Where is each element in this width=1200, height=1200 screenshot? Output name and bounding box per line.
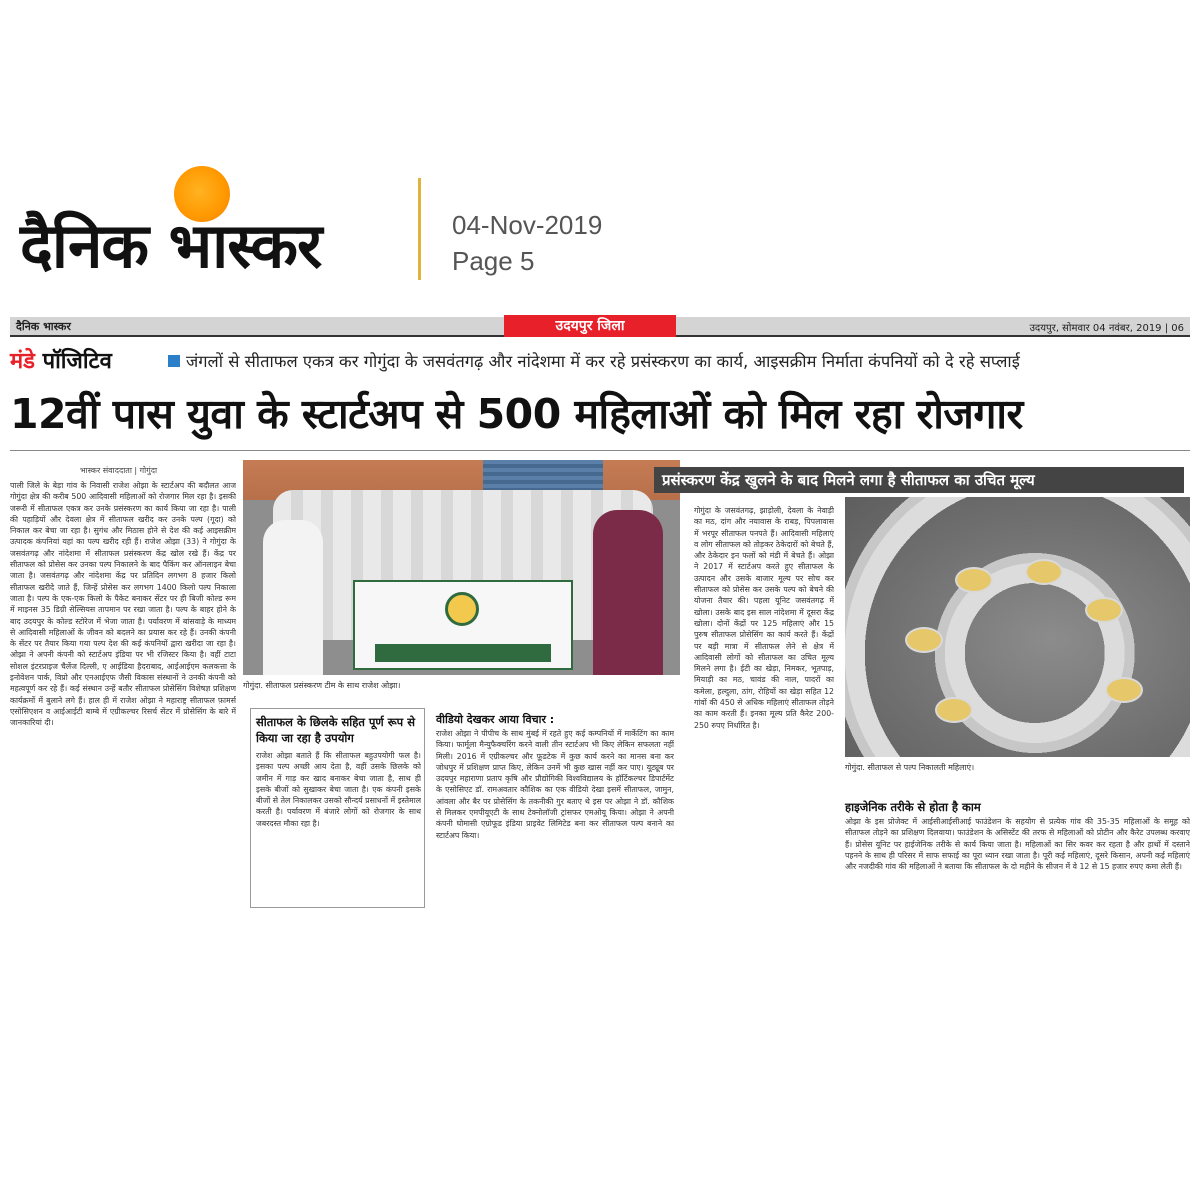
column-brand-red: मंडे bbox=[10, 349, 35, 374]
photo-workers bbox=[845, 497, 1190, 757]
bowl-icon bbox=[1105, 677, 1143, 703]
photo-banner bbox=[353, 580, 573, 670]
kicker-text: जंगलों से सीताफल एकत्र कर गोगुंदा के जसवंतगढ़ और नांदेशमा में कर रहे प्रसंस्करण का कार्य, आइसक्रीम निर्माता कंपनियों को दे रहे सप्लाई bbox=[186, 352, 1020, 371]
inset-box-2-head: वीडियो देखकर आया विचार : bbox=[436, 713, 555, 726]
bowl-icon bbox=[935, 697, 973, 723]
publication-date: 04-Nov-2019 bbox=[452, 210, 603, 240]
section-label: उदयपुर जिला bbox=[504, 315, 676, 337]
inset-box-3-text: ओझा के इस प्रोजेक्ट में आईसीआईसीआई फाउंडेशन के सहयोग से प्रत्येक गांव की 35-35 महिलाओं के समूह को सीताफल तोड़ने का प्रशिक्षण दिलवाया। फाउंडेशन के असिस्टेंट की तरफ से महिलाओं को प्रोटीन और कैरेट उपलब्ध करवाए हैं। प्रोसेस यूनिट पर हाईजेनिक तरीके से कार्य किया जाता है। महिलाओं का सिर कवर कर रहता है और हाथों में दस्ताने पहनने के साथ ही परिसर में साफ सफाई का पूरा ध्यान रखा जाता है। पूरी कई महिलाएं, दूसरे किसान, अपनी कई महिलाएं और नजदीकी गांव की महिलाओं ने बताया कि सीताफल के दो महीने के सीजन में वे 12 से 15 हजार रुपए कमा लेती हैं। bbox=[845, 817, 1190, 872]
column-brand-black: पॉजिटिव bbox=[34, 349, 112, 374]
masthead-divider bbox=[418, 178, 421, 280]
headline-rule bbox=[10, 450, 1190, 451]
kicker bbox=[10, 343, 1190, 377]
column-brand bbox=[10, 345, 112, 375]
bullet-square-icon bbox=[168, 355, 180, 367]
inset-box-1-head: सीताफल के छिलके सहित पूर्ण रूप से किया जा रहा है उपयोग bbox=[256, 715, 415, 745]
headline: 12वीं पास युवा के स्टार्टअप से 500 महिलाओं को मिल रहा रोजगार bbox=[10, 390, 1023, 438]
bowl-icon bbox=[905, 627, 943, 653]
photo1-caption: गोगुंदा. सीताफल प्रसंस्करण टीम के साथ राजेश ओझा। bbox=[243, 681, 401, 690]
article-column-3: गोगुंदा के जसवंतगढ़, झाड़ोली, देवला के नेवाड़ी का मठ, दांग और नयावास के राबड़, पिपलावास में भरपूर सीताफल पनपते हैं। आदिवासी महिलाएं व लोग सीताफल को तोड़कर ठेकेदारों को बेचते हैं, और ठेकेदार इन फलों को मंडी में बेचते हैं। ओझा ने 2017 में स्टार्टअप करते हुए सीताफल के उत्पादन और उसके बाजार मूल्य पर सोच कर सीताफल को प्रोसेस कर उसके पल्प को बेचने की योजना तैयार की। पहला यूनिट जसवंतगढ़ में खोला। उसके बाद इस साल नांदेशमा में दूसरा केंद्र खोला। दोनों केंद्रों पर 125 महिलाएं और 15 पुरुष सीताफल प्रोसेसिंग का कार्य करते हैं। केंद्रों पर बड़ी मात्रा में सीताफल लेने से क्षेत्र में आदिवासी लोगों को सीताफल का उचित मूल्य मिलने लगा है। ईटी का खेड़ा, निमकर, भूतपाड़, मियाड़ी का मठ, चावंड की नाल, पादरों का कमेला, हल्दुला, ठांग, रोहियों का खेड़ा सहित 12 गांवों की 450 से अधिक महिलाएं सीताफल तोड़ने का काम करती हैं। इनका मूल्य प्रति कैरेट 200-250 रुपए निर्धारित है। bbox=[694, 506, 834, 730]
team-photo bbox=[243, 460, 680, 675]
banner-bar bbox=[375, 644, 551, 662]
photo2-caption: गोगुंदा. सीताफल से पल्प निकालती महिलाएं। bbox=[845, 763, 975, 772]
page-header-strip bbox=[10, 317, 1190, 337]
inset-box-1-text: राजेश ओझा बताते हैं कि सीताफल बहुउपयोगी फल है। इसका पल्प अच्छी आय देता है, वहीं उसके छिलके को जमीन में गाड़ कर खाद बनाकर बेचा जाता है, साथ ही इसके बीजों को सुखाकर बेचा जाता है। एक कंपनी इसके बीजों से तेल निकालकर उसको सौन्दर्य प्रसाधनों में इस्तेमाल करती है। पर्यावरण में बंजारे लोगों को रोजगार के साथ जबरदस्त मौका रहा है। bbox=[256, 751, 421, 828]
masthead bbox=[0, 150, 1200, 290]
strip-dateline: उदयपुर, सोमवार 04 नवंबर, 2019 | 06 bbox=[1029, 323, 1184, 334]
strip-brand: दैनिक भास्कर bbox=[16, 320, 71, 333]
newspaper-logo: दैनिक भास्कर bbox=[20, 209, 322, 282]
bowl-icon bbox=[1085, 597, 1123, 623]
byline: भास्कर संवाददाता | गोगुंदा bbox=[80, 466, 158, 475]
processing-photo bbox=[845, 497, 1190, 757]
sidebar-headline: प्रसंस्करण केंद्र खुलने के बाद मिलने लगा है सीताफल का उचित मूल्य bbox=[654, 467, 1184, 493]
inset-box-2-text: राजेश ओझा ने पीपीच के साथ मुंबई में रहते हुए कई कम्पनियों में मार्केटिंग का काम किया। फार्मूला मैन्युफैक्चरिंग करने वाली तीन स्टार्टअप भी किए लेकिन सफलता नहीं मिली। 2016 में एग्रीकल्चर और फ़ूडटेक में कुछ कार्य करने का मानस बना कर जोधपुर में प्रशिक्षण प्राप्त किए, लेकिन उनमें भी कुछ खास नहीं कर पाए। यूट्यूब पर उदयपुर महाराणा प्रताप कृषि और प्रौद्योगिकी विश्वविद्यालय के हॉर्टिकल्चर डिपार्टमेंट के एसोसिएट डॉ. रामअवतार कौशिक का एक वीडियो देखा इसमें सीताफल, जामुन, आंवला और बैर पर प्रोसेसिंग के तकनीकी गुर बताए थे इस पर ओझा ने डॉ. कौशिक से मिलकर एमपीयूएटी के साथ टेक्नोलॉजी ट्रांसफर एमओयू किया। ओझा ने अपनी कंपनी घोमासी एग्रोफूड इंडिया प्राइवेट लिमिटेड बना कर सीताफल पल्प बनाने का स्टार्टअप किया। bbox=[436, 729, 674, 840]
photo-person-left bbox=[263, 520, 323, 675]
photo-person-right bbox=[593, 510, 663, 675]
emblem-icon bbox=[445, 592, 479, 626]
inset-box-3-head: हाइजेनिक तरीके से होता है काम bbox=[845, 800, 981, 814]
bowl-icon bbox=[1025, 559, 1063, 585]
article-column-1: पाली जिले के बेड़ा गांव के निवासी राजेश ओझा के स्टार्टअप की बदौलत आज गोगुंदा क्षेत्र की करीब 500 आदिवासी महिलाओं को रोजगार मिल रहा है। इसकी जरूरी में सीताफल एकत्र कर उनके प्रसंस्करण का कार्य किया जा रहा है। पाली की पहाड़ियों और देवला क्षेत्र में सीताफल खरीद कर उनके पल्प (गूदा) को निकाल कर बेचा जा रहा है। सुगंध और मिठास होने से देश की कई आइसक्रीम उत्पादक कंपनियां यहां का पल्प खरीद रही हैं। राजेश ओझा (33) ने गोगुंदा के जसवंतगढ़ और नांदेशमा में सीताफल प्रसंस्करण केंद्र खोल रखे हैं। केंद्र पर सीताफल को प्रोसेस कर उनका पल्प निकालने के बाद पैकिंग कर ऑनलाइन बेचा जाता है। जसवंतगढ़ और नांदेशमा केंद्र पर प्रतिदिन लगभग 8 हजार किलो सीताफल खरीदे जाते हैं, जिन्हें प्रोसेस कर लगभग 1400 किलो पल्प निकाला जाता है। पल्प के एक-एक किलो के पैकेट बनाकर सेंटर पर ही बिजी कोल्ड रूम में माइनस 35 डिग्री सेल्सियस तापमान पर रखा जाता है। पल्प के बाहर होने के बाद उदयपुर के कोल्ड स्टोरेज में भेजा जाता है। पर्यावरण में बांसवाड़े के माध्यम से आदिवासी महिलाओं के जीवन को बदलने का प्रयास कर रहे हैं। उनकी कंपनी के सेंटर पर तैयार किया गया पल्प देश की कई कंपनियों द्वारा खरीदा जा रहा है। ओझा ने अपनी कंपनी को स्टार्टअप इंडिया पर भी रजिस्टर किया है। वहीं टाटा सोशल इंटरप्राइज चैलेंज दिल्ली, ए आईडिया हैदराबाद, आईआईएम कलकत्ता के इनोवेशन पार्क, विप्रो और एनआईएफ जैसी विकास संस्थानों ने उनकी कंपनी को महत्वपूर्ण कर रहे हैं। कई संस्थान उन्हें बतौर सीताफल प्रोसेसिंग विशेषज्ञ प्रशिक्षण कार्यक्रमों में बुलाने लगे हैं। हाल ही में राजेश ओझा ने महाराष्ट्र सीताफल फ़ामर्स एसोसिएशन व आईआईटी बाम्बे में एग्रीकल्चर रिसर्च सेंटर में प्रोसेसिंग के बारे में जानकारियां दी। bbox=[10, 481, 236, 728]
bowl-icon bbox=[955, 567, 993, 593]
page-number: Page 5 bbox=[452, 246, 535, 276]
